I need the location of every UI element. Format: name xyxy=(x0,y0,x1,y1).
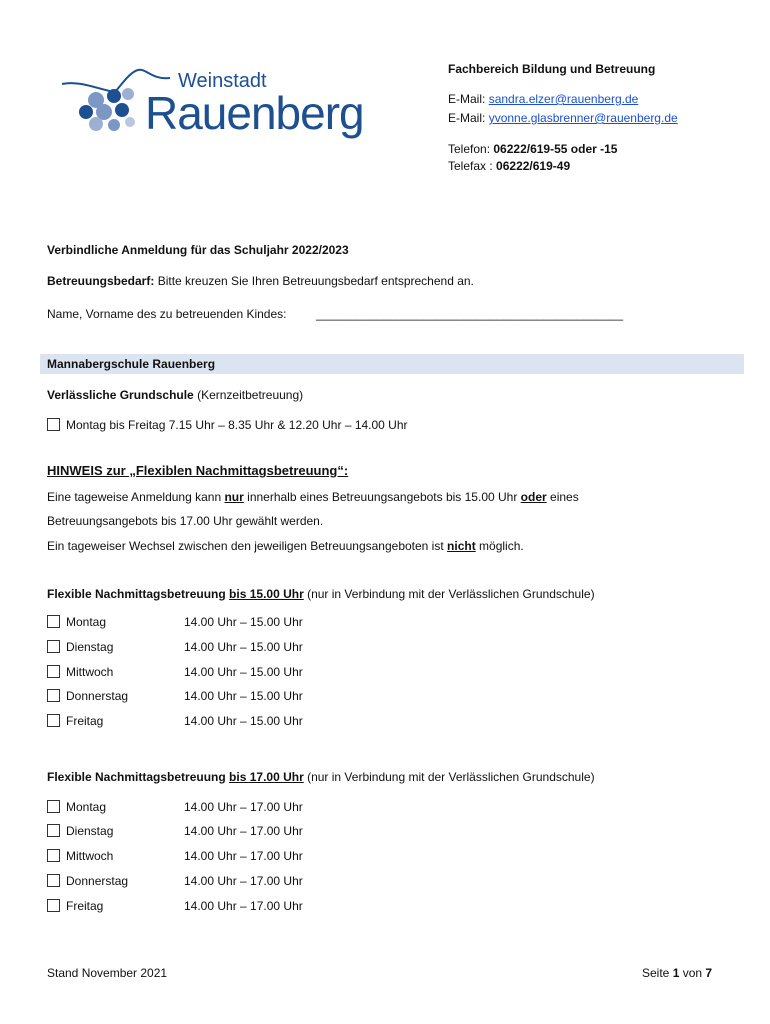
day-label: Mittwoch xyxy=(66,849,114,863)
core-care-heading xyxy=(47,388,303,402)
email-prefix: E-Mail: xyxy=(448,111,486,125)
child-name-line xyxy=(47,307,286,321)
flex17-row xyxy=(47,800,303,816)
notice-emphasis: oder xyxy=(520,490,547,504)
day-label: Donnerstag xyxy=(66,689,129,703)
email-link[interactable]: sandra.elzer@rauenberg.de xyxy=(488,92,639,106)
day-label: Dienstag xyxy=(66,824,114,838)
logo-big-text: Rauenberg xyxy=(145,87,364,139)
child-name-field[interactable]: ______________________________________________ xyxy=(316,307,623,321)
need-label: Betreuungsbedarf: xyxy=(47,274,155,288)
current-page: 1 xyxy=(672,966,680,980)
email-link[interactable]: yvonne.glasbrenner@rauenberg.de xyxy=(488,111,678,125)
email-prefix: E-Mail: xyxy=(448,92,486,106)
checkbox[interactable] xyxy=(47,800,60,813)
checkbox[interactable] xyxy=(47,689,60,702)
flex17-note: (nur in Verbindung mit der Verlässlichen Grundschule) xyxy=(303,770,595,784)
logo-small-text: Weinstadt xyxy=(178,70,267,92)
time-range: 14.00 Uhr – 15.00 Uhr xyxy=(184,714,303,728)
need-line xyxy=(47,274,474,288)
time-range: 14.00 Uhr – 15.00 Uhr xyxy=(184,640,303,654)
day-label: Donnerstag xyxy=(66,874,129,888)
time-range: 14.00 Uhr – 17.00 Uhr xyxy=(184,899,303,913)
checkbox[interactable] xyxy=(47,824,60,837)
flex17-row xyxy=(47,874,303,890)
core-care-option xyxy=(47,418,408,434)
flex15-until: bis 15.00 Uhr xyxy=(229,587,304,601)
checkbox[interactable] xyxy=(47,874,60,887)
flex15-row xyxy=(47,665,303,681)
child-name-label: Name, Vorname des zu betreuenden Kindes: xyxy=(47,307,287,321)
flex17-row xyxy=(47,849,303,865)
day-label: Freitag xyxy=(66,899,104,913)
day-label: Montag xyxy=(66,615,107,629)
checkbox[interactable] xyxy=(47,714,60,727)
checkbox[interactable] xyxy=(47,640,60,653)
email-line-2 xyxy=(448,111,678,125)
time-range: 14.00 Uhr – 15.00 Uhr xyxy=(184,665,303,679)
day-label: Mittwoch xyxy=(66,665,114,679)
notice-line-2: Betreuungsangebots bis 17.00 Uhr gewählt werden. xyxy=(47,514,324,528)
total-pages: 7 xyxy=(705,966,713,980)
checkbox[interactable] xyxy=(47,418,60,431)
school-name: Mannabergschule Rauenberg xyxy=(47,357,216,371)
email-line-1 xyxy=(448,92,638,106)
page-prefix: Seite xyxy=(642,966,673,980)
notice-line-1 xyxy=(47,490,579,504)
core-care-option-label: Montag bis Freitag 7.15 Uhr – 8.35 Uhr & 12.20 Uhr – 14.00 Uhr xyxy=(66,418,408,432)
notice-text: innerhalb eines Betreuungsangebots bis 15.00 Uhr xyxy=(243,490,521,504)
flex17-row xyxy=(47,824,303,840)
day-label: Freitag xyxy=(66,714,104,728)
phone-number: 06222/619-55 oder -15 xyxy=(493,142,618,156)
department-title: Fachbereich Bildung und Betreuung xyxy=(448,62,656,76)
time-range: 14.00 Uhr – 15.00 Uhr xyxy=(184,615,303,629)
day-label: Montag xyxy=(66,800,107,814)
time-range: 14.00 Uhr – 17.00 Uhr xyxy=(184,874,303,888)
page-of: von xyxy=(679,966,706,980)
need-text: Bitte kreuzen Sie Ihren Betreuungsbedarf entsprechend an. xyxy=(157,274,474,288)
flex17-label: Flexible Nachmittagsbetreuung xyxy=(47,770,230,784)
day-label: Dienstag xyxy=(66,640,114,654)
notice-text: Ein tageweiser Wechsel zwischen den jeweiligen Betreuungsangeboten ist xyxy=(47,539,448,553)
form-title: Verbindliche Anmeldung für das Schuljahr 2022/2023 xyxy=(47,243,349,257)
notice-emphasis: nicht xyxy=(447,539,476,553)
checkbox[interactable] xyxy=(47,849,60,862)
time-range: 14.00 Uhr – 17.00 Uhr xyxy=(184,800,303,814)
core-care-label: Verlässliche Grundschule xyxy=(47,388,194,402)
flex15-note: (nur in Verbindung mit der Verlässlichen Grundschule) xyxy=(303,587,595,601)
footer-stand: Stand November 2021 xyxy=(47,966,168,980)
flex15-row xyxy=(47,640,303,656)
notice-text: möglich. xyxy=(475,539,524,553)
fax-number: 06222/619-49 xyxy=(496,159,571,173)
checkbox[interactable] xyxy=(47,665,60,678)
notice-title: HINWEIS zur „Flexiblen Nachmittagsbetreuung“: xyxy=(47,463,349,478)
notice-line-3 xyxy=(47,539,524,553)
flex15-heading xyxy=(47,587,595,601)
flex15-row xyxy=(47,714,303,730)
notice-emphasis: nur xyxy=(224,490,244,504)
time-range: 14.00 Uhr – 17.00 Uhr xyxy=(184,824,303,838)
time-range: 14.00 Uhr – 15.00 Uhr xyxy=(184,689,303,703)
flex17-until: bis 17.00 Uhr xyxy=(229,770,304,784)
flex15-row xyxy=(47,615,303,631)
checkbox[interactable] xyxy=(47,615,60,628)
phone-line xyxy=(448,142,617,156)
checkbox[interactable] xyxy=(47,899,60,912)
page-number xyxy=(642,966,712,980)
core-care-sub: (Kernzeitbetreuung) xyxy=(197,388,304,402)
time-range: 14.00 Uhr – 17.00 Uhr xyxy=(184,849,303,863)
flex17-row xyxy=(47,899,303,915)
flex15-label: Flexible Nachmittagsbetreuung xyxy=(47,587,230,601)
phone-label: Telefon: xyxy=(448,142,491,156)
notice-text: Eine tageweise Anmeldung kann xyxy=(47,490,225,504)
flex17-heading xyxy=(47,770,595,784)
fax-line xyxy=(448,159,570,173)
notice-text: eines xyxy=(546,490,579,504)
fax-label: Telefax : xyxy=(448,159,493,173)
flex15-row xyxy=(47,689,303,705)
